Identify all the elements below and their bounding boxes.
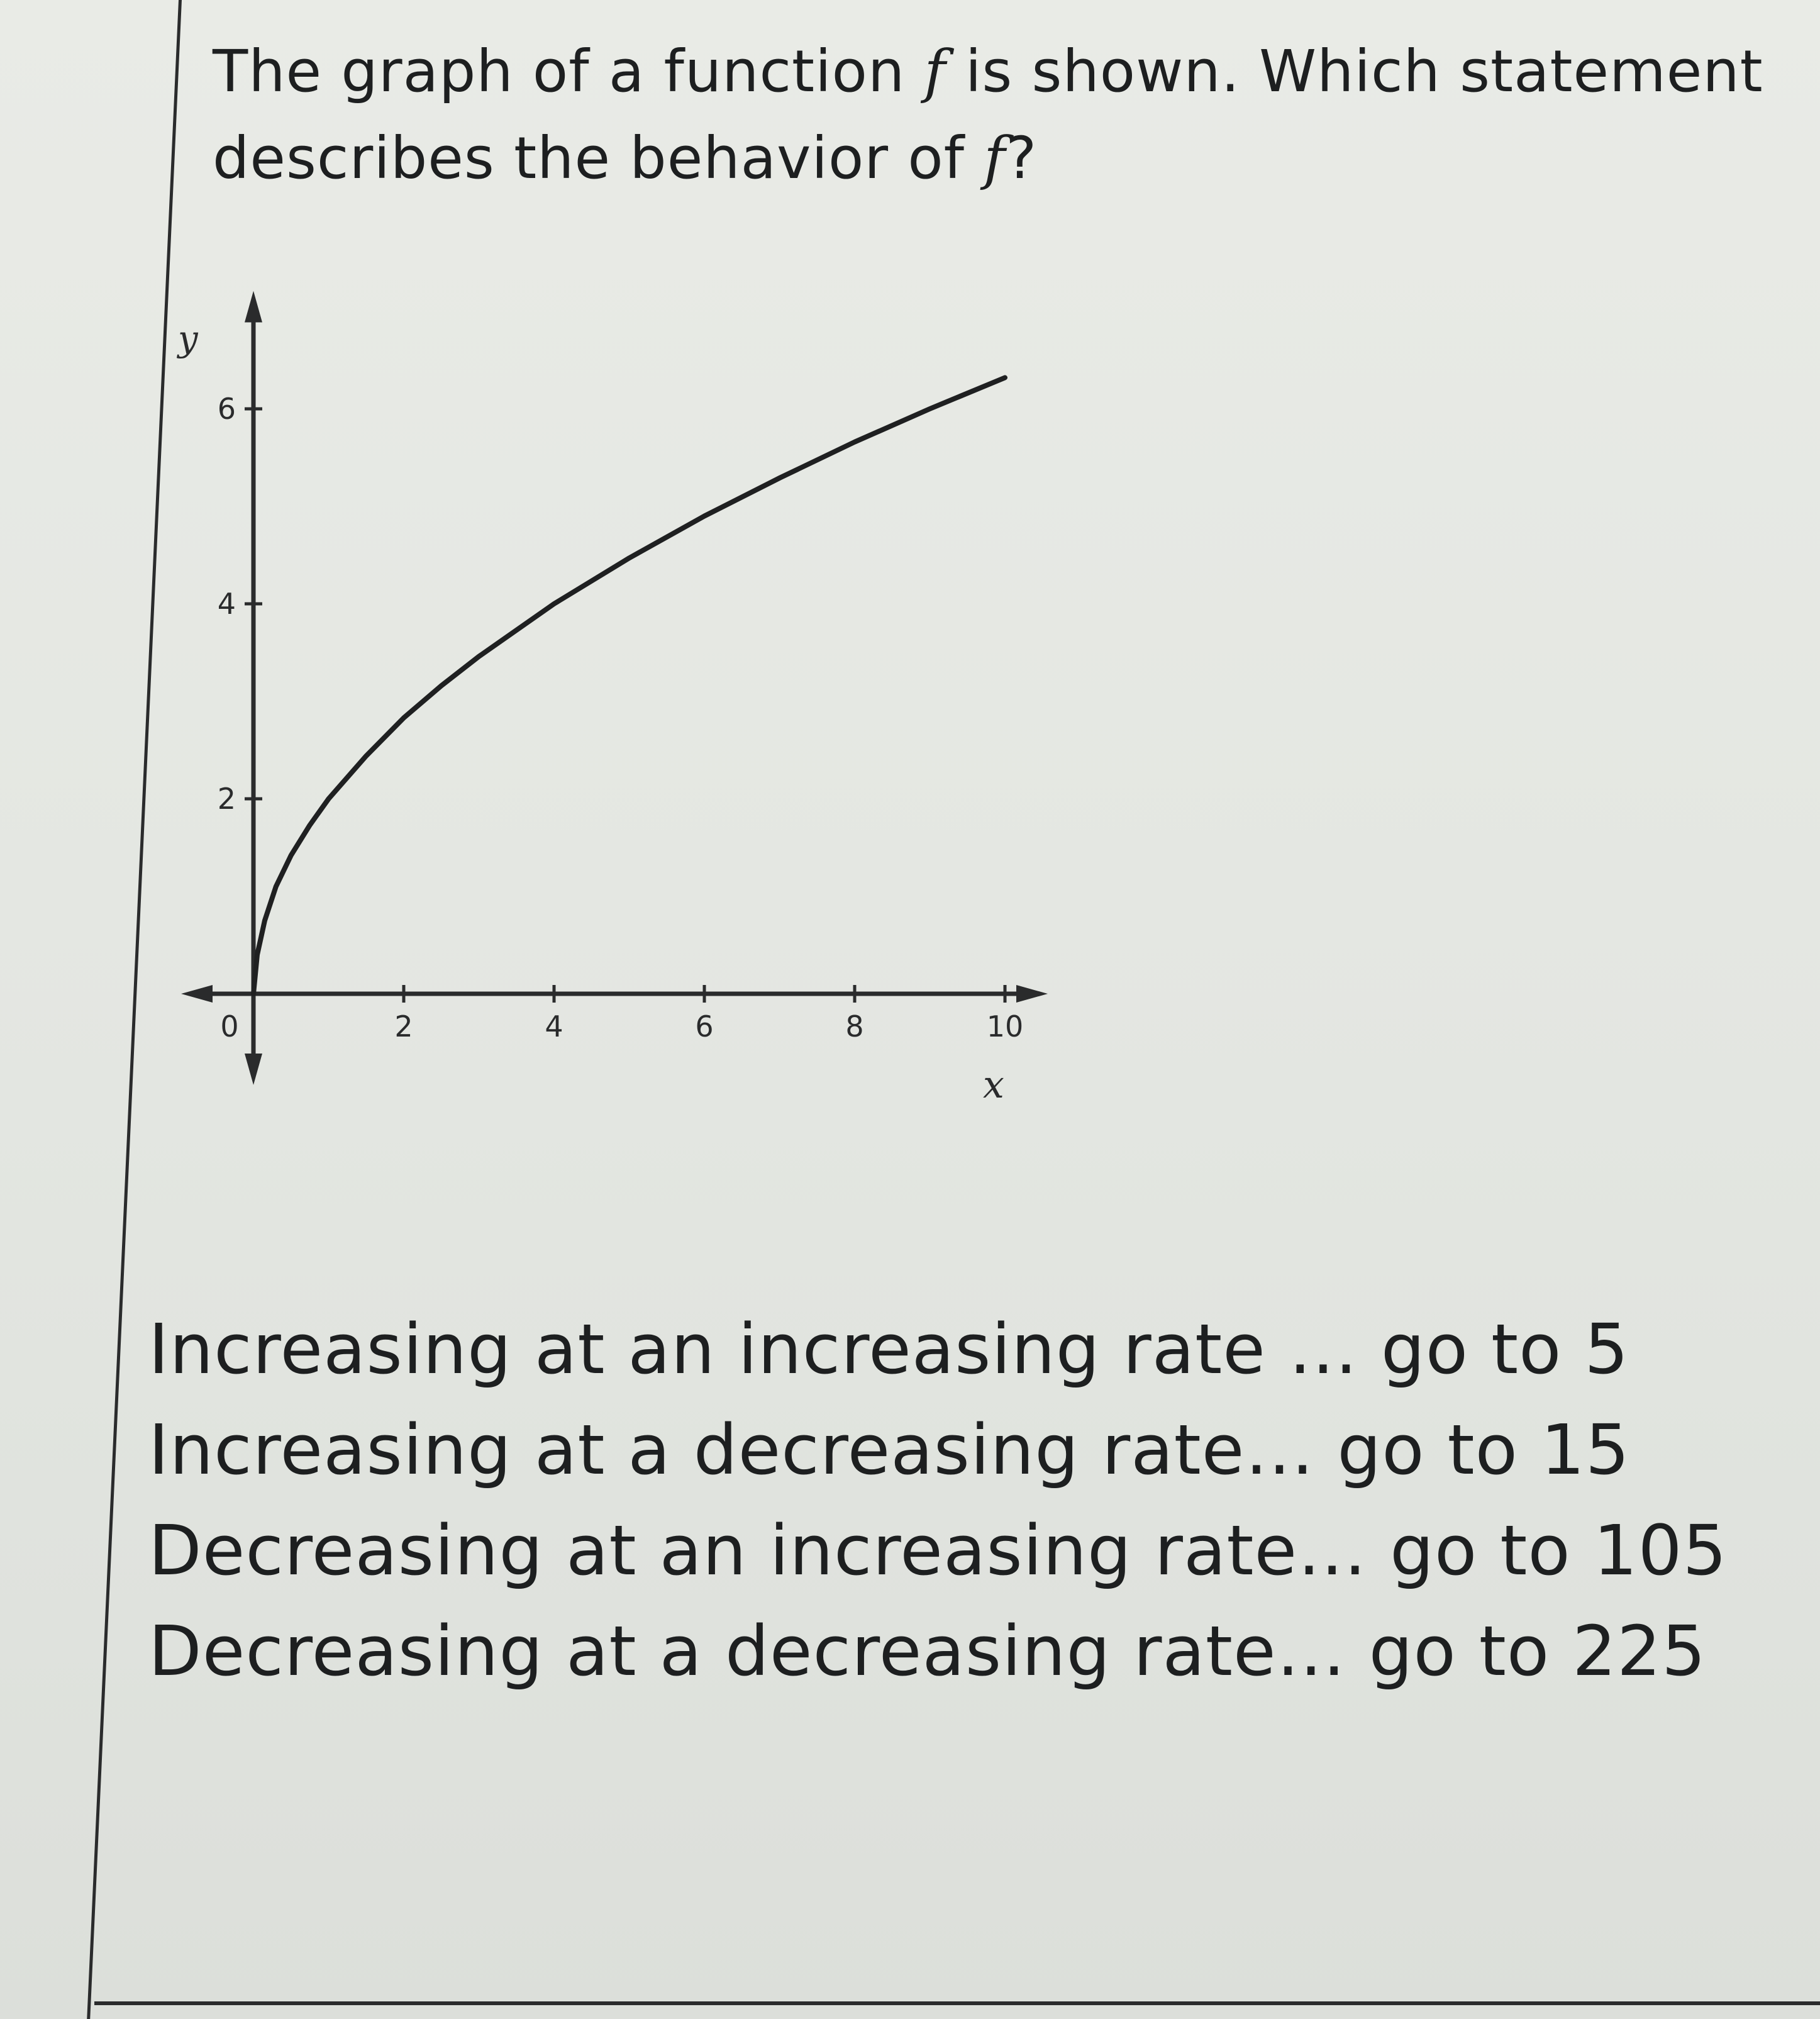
choice-2: Increasing at a decreasing rate… go to 15 (148, 1410, 1630, 1490)
function-name-f: f (924, 38, 946, 105)
function-curve (253, 377, 1005, 994)
bottom-rule (94, 2001, 1820, 2005)
curve-layer (253, 377, 1005, 994)
x-tick-label: 10 (986, 1010, 1024, 1043)
y-tick-label: 4 (217, 587, 236, 621)
choice-3: Decreasing at an increasing rate… go to 105 (148, 1510, 1728, 1591)
function-name-f-2: f (984, 125, 1006, 192)
x-tick-label: 4 (545, 1010, 563, 1043)
x-tick-label: 2 (394, 1010, 413, 1043)
function-graph (164, 277, 1057, 1132)
question-part-2: is shown. Which statement describes the behavior of (213, 38, 1763, 192)
y-axis-label: y (178, 318, 198, 360)
choice-4: Decreasing at a decreasing rate… go to 225 (148, 1611, 1707, 1691)
y-tick-label: 6 (217, 392, 236, 426)
y-axis-arrow-down (245, 1054, 262, 1085)
choice-1: Increasing at an increasing rate … go to 5 (148, 1309, 1629, 1389)
x-axis-label: x (983, 1063, 1004, 1107)
x-tick-label: 8 (845, 1010, 864, 1043)
axes (181, 291, 1048, 1086)
question-part-1: The graph of a function (213, 38, 924, 105)
x-tick-label: 6 (695, 1010, 714, 1043)
x-tick-label: 0 (220, 1010, 239, 1043)
x-axis-arrow-left (181, 985, 213, 1003)
question-mark: ? (1006, 125, 1038, 192)
ticks (218, 392, 1024, 1043)
y-axis-arrow-up (245, 291, 262, 323)
question-text (213, 28, 1810, 202)
answer-choices (148, 1299, 1784, 1701)
y-tick-label: 2 (217, 782, 236, 816)
x-axis-arrow-right (1016, 985, 1048, 1003)
